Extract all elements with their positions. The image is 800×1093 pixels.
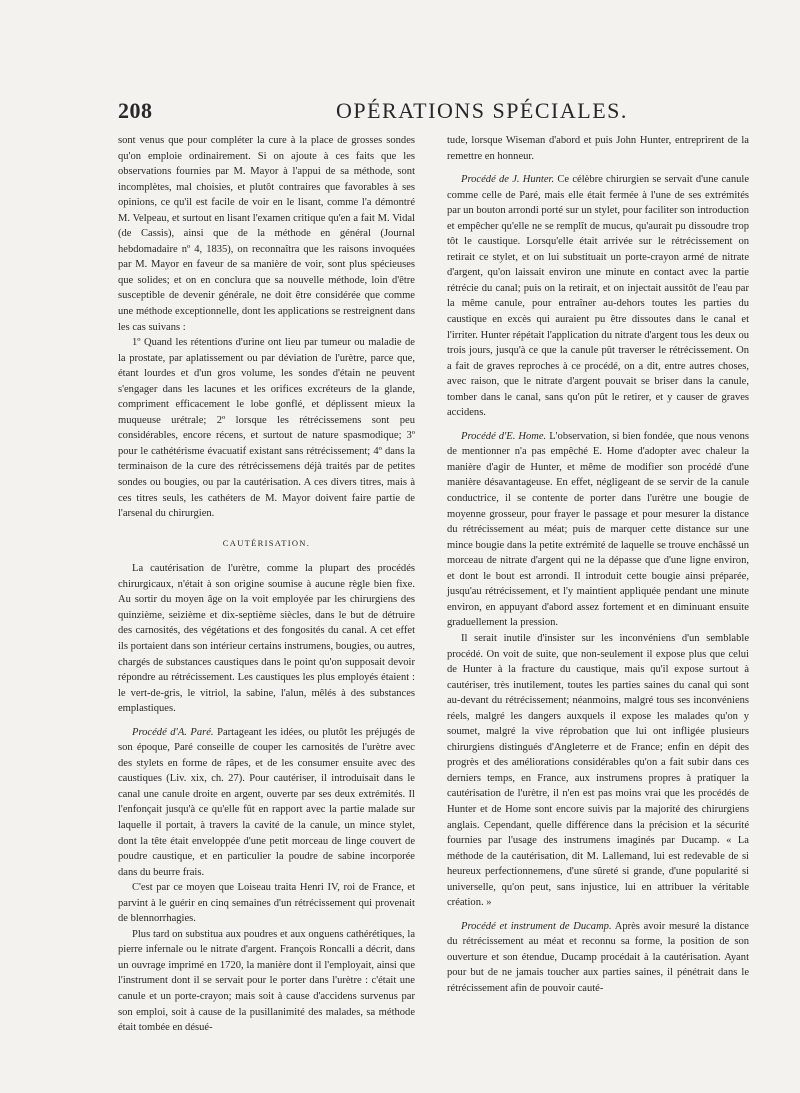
- paragraph: [447, 172, 749, 421]
- paragraph: [447, 429, 749, 631]
- procedure-label: Procédé d'A. Paré.: [132, 726, 214, 738]
- paragraph: Il serait inutile d'insister sur les inconvéniens d'un semblable procédé. On voit de suite, que non-seulement il expose plus que celui de Hunter à la fracture du caustique, mais qu'il expose surtout à cautériser, très inutilement, toutes les parties saines du canal qui sont au-devant du rétrécissement; néanmoins, malgré tous ses inconvéniens réels, malgré les dangers auxquels il expose les malades qu'on y soumet, malgré la vive réprobation que lui ont infligée plusieurs chirurgiens distingués d'Angleterre et de France; enfin en dépit des progrès et des améliorations considérables qu'on a fait subir dans ces derniers temps, en France, aux instrumens propres à pratiquer la cautérisation de l'urètre, il n'en est pas moins vrai que les procédés de Hunter et de Home sont encore suivis par la majorité des chirurgiens anglais. Cependant, quelle différence dans la précision et la sécurité fournies par l'usage des instrumens imaginés par Ducamp. « La méthode de la cautérisation, dit M. Lallemand, lui est redevable de si heureux perfectionnemens, d'une sûreté si grande, d'une popularité si universelle, qu'on peut, sans injustice, lui en attribuer la véritable création. »: [447, 632, 749, 909]
- paragraph: [447, 919, 749, 997]
- paragraph: tude, lorsque Wiseman d'abord et puis John Hunter, entreprirent de la remettre en honneur.: [447, 135, 749, 162]
- running-title: OPÉRATIONS SPÉCIALES.: [336, 98, 628, 123]
- paragraph-text: L'observation, si bien fondée, que nous venons de mentionner n'a pas empêché E. Home d'adopter avec chaleur la manière d'agir de Hunter, et même de modifier son procédé d'une manière désavantageuse. En effet, négligeant de se servir de la canule conductrice, il se contente de porter dans l'urètre une bougie de moyenne grosseur, pour frayer le passage et pour mesurer la distance du rétrécissement au méat; puis de marquer cette distance sur une mince bougie dans la petite extrémité de laquelle se trouve enchâssé un morceau de nitrate d'argent qui ne la dépasse que d'une ligne environ, et dont le bout est arrondi. Il introduit cette bougie ainsi préparée, jusqu'au rétrécissement, et l'y maintient appliquée pendant une minute environ, en appuyant d'abord assez fortement et en diminuant ensuite graduellement la pression.: [447, 430, 750, 629]
- paragraph: C'est par ce moyen que Loiseau traita Henri IV, roi de France, et parvint à le guérir en cinq semaines d'un rétrécissement qui provenait de blennorrhagies.: [118, 882, 415, 925]
- paragraph: 1º Quand les rétentions d'urine ont lieu par tumeur ou maladie de la prostate, par aplatissement ou par déviation de l'urètre, parce que, étant lourdes et d'un gros volume, les sondes d'étain ne peuvent s'engager dans les lacunes et les orifices excréteurs de la glande, compriment efficacement le lobe gonflé, et déplissent mieux la muqueuse urétrale; 2º lorsque les rétrécissemens sont peu considérables, encore récens, et surtout de nature spasmodique; 3º pour le cathétérisme évacuatif existant sans rétrécissement; 4º dans la terminaison de la cure des rétrécissemens déjà traités par de petites sondes ou bougies, ou par la cautérisation. A ces divers titres, mais à ces titres seuls, les cathéters de M. Mayor doivent faire partie de l'arsenal du chirurgien.: [118, 337, 415, 520]
- paragraph: La cautérisation de l'urètre, comme la plupart des procédés chirurgicaux, n'était à son origine soumise à aucune règle bien fixe. Au sortir du moyen âge on la voit employée par les chirurgiens des quinzième, seizième et dix-septième siècles, dans le but de détruire des carnosités, des végétations et des fongosités du canal. A cet effet ils portaient dans son intérieur certains instrumens, bougies, ou autres, chargés de substances caustiques dans le point qu'on supposait devoir répondre au rétrécissement. Les caustiques les plus employés étaient : le vert-de-gris, le vitriol, la sabine, l'alun, mêlés à des substances emplastiques.: [118, 563, 415, 715]
- left-column: [118, 133, 415, 1036]
- paragraph: sont venus que pour compléter la cure à la place de grosses sondes qu'on emploie ordinairement. Si on ajoute à ces faits que les observations fournies par M. Mayor à l'appui de sa méthode, sont incomplètes, mal choisies, et plutôt contraires que favorables à ses opinions, ce qu'il est facile de voir en le lisant, comme l'a démontré M. Velpeau, et surtout en lisant l'examen critique qu'en a fait M. Vidal (de Cassis), ainsi que de la méthode en général (Journal hebdomadaire nº 4, 1835), on reconnaîtra que les raisons invoquées par M. Mayor en faveur de sa manière de voir, sont plus spécieuses que solides; et on en conclura que sa nouvelle méthode, loin d'être susceptible de devenir générale, ne doit être considérée que comme une méthode exceptionnelle, dont les applications se restreignent dans les cas suivans :: [118, 135, 415, 333]
- procedure-label: Procédé de J. Hunter.: [461, 174, 555, 186]
- paragraph-text: Ce célèbre chirurgien se servait d'une canule comme celle de Paré, mais elle était fermée à l'une de ses extrémités par un bouton arrondi porté sur un stylet, pour faciliter son introduction et empêcher qu'elle ne se remplît de mucus, qu'aurait pu dissoudre trop tôt le caustique. Lorsqu'elle était arrivée sur le rétrécissement on retirait ce stylet, et on lui substituait un porte-crayon armé de nitrate d'argent, qu'on laissait environ une minute en contact avec la partie rétrécie du canal; puis on la retirait, et on injectait aussitôt de l'eau par la même canule, pour entraîner au-dehors toutes les parties du caustique en excès qui auraient pu être dissoutes dans le canal et l'irriter. Hunter répétait l'application du nitrate d'argent tous les deux ou trois jours, jusqu'à ce que la canule pût traverser le rétrécissement. On a fait de graves reproches à ce procédé, on a dit, entre autres choses, avec raison, que le nitrate d'argent pouvait se briser dans la canule, tomber dans le canal, sans qu'on pût le retirer, et y causer de graves accidens.: [447, 174, 749, 419]
- paragraph: [118, 725, 415, 880]
- procedure-label: Procédé d'E. Home.: [461, 430, 547, 442]
- paragraph: Plus tard on substitua aux poudres et aux onguens cathérétiques, la pierre infernale ou le nitrate d'argent. François Roncalli a décrit, dans un ouvrage imprimé en 1720, la manière dont il l'employait, ainsi que l'instrument dont il se servait pour le porter dans l'urètre : c'était une canule et un porte-crayon; mais soit à cause d'accidens survenus par son emploi, soit à cause de la pusillanimité des malades, sa méthode était tombée en désué-: [118, 928, 415, 1034]
- paragraph-text: Après avoir mesuré la distance du rétrécissement au méat et reconnu sa forme, la position de son ouverture et son étendue, Ducamp procédait à la cautérisation. Ayant pour but de ne jamais toucher aux parties saines, il pénétrait dans le rétrécissement afin de pouvoir cauté-: [447, 920, 749, 994]
- paragraph-text: Partageant les idées, ou plutôt les préjugés de son époque, Paré conseille de couper les carnosités de l'urètre avec des stylets en forme de râpes, et de les consumer ensuite avec des caustiques (Liv. xix, ch. 27). Pour cautériser, il introduisait dans le canal une canule droite en argent, ouverte par ses deux extrémités. Il l'enfonçait jusqu'à ce qu'elle fût en rapport avec la partie malade sur laquelle il portait, à travers la cavité de la canule, un mince stylet, dont la tête était enveloppée d'une petit morceau de linge couvert de poudre caustique, et en particulier la poudre de sabine incorporée dans du beurre frais.: [118, 726, 415, 878]
- procedure-label: Procédé et instrument de Ducamp.: [461, 920, 612, 932]
- page-header: [118, 98, 684, 128]
- section-heading: CAUTÉRISATION.: [222, 537, 311, 548]
- page-number: 208: [118, 98, 153, 123]
- right-column: [447, 133, 749, 997]
